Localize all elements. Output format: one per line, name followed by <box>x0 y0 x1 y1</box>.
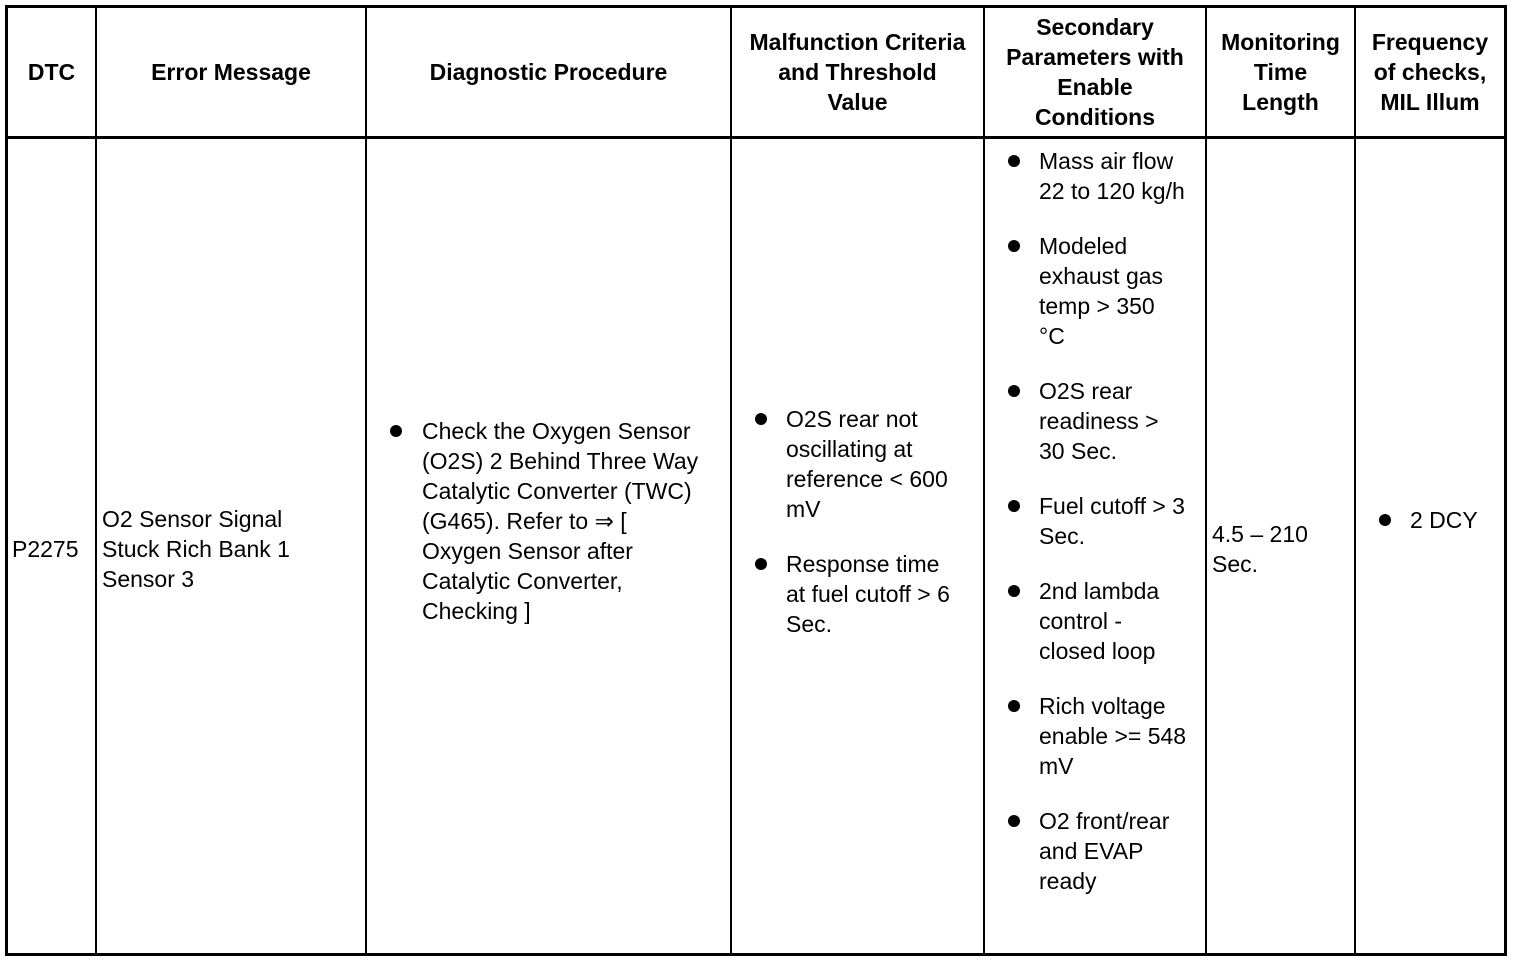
bullet-icon <box>755 558 767 570</box>
column-divider <box>1354 5 1356 956</box>
header-secondary-parameters: Secondary Parameters with Enable Conditions <box>1006 14 1184 130</box>
header-monitoring-time: Monitoring Time Length <box>1221 29 1340 115</box>
diagnostic-procedure-item: Check the Oxygen Sensor (O2S) 2 Behind Three Way Catalytic Converter (TWC) (G465). Refer to ⇒ [ Oxygen Sensor after Catalytic Converter, Checking ] <box>422 418 699 624</box>
bullet-icon <box>1008 815 1020 827</box>
bullet-icon <box>1008 240 1020 252</box>
bullet-icon <box>1379 514 1391 526</box>
bullet-icon <box>1008 385 1020 397</box>
header-malfunction-criteria: Malfunction Criteria and Threshold Value <box>749 29 966 115</box>
secondary-parameter-item: Modeled exhaust gas temp > 350 °C <box>1039 233 1164 349</box>
header-dtc: DTC <box>27 59 76 85</box>
column-divider <box>730 5 732 956</box>
secondary-parameter-item: Mass air flow 22 to 120 kg/h <box>1039 148 1185 204</box>
malfunction-criteria-item: Response time at fuel cutoff > 6 Sec. <box>786 551 950 637</box>
error-message-text: O2 Sensor Signal Stuck Rich Bank 1 Sensor 3 <box>102 506 290 592</box>
column-divider <box>1205 5 1207 956</box>
header-error-message: Error Message <box>151 59 311 85</box>
bullet-icon <box>1008 585 1020 597</box>
frequency-item: 2 DCY <box>1410 507 1478 533</box>
bullet-icon <box>1008 155 1020 167</box>
secondary-parameter-item: 2nd lambda control - closed loop <box>1039 578 1160 664</box>
secondary-parameter-item: Rich voltage enable >= 548 mV <box>1039 693 1187 779</box>
header-diagnostic-procedure: Diagnostic Procedure <box>429 59 668 85</box>
header-frequency: Frequency of checks, MIL Illum <box>1371 29 1489 115</box>
bullet-icon <box>755 413 767 425</box>
dtc-code: P2275 <box>12 536 79 562</box>
column-divider <box>983 5 985 956</box>
column-divider <box>95 5 97 956</box>
secondary-parameter-item: Fuel cutoff > 3 Sec. <box>1039 493 1185 549</box>
bullet-icon <box>1008 500 1020 512</box>
secondary-parameter-item: O2 front/rear and EVAP ready <box>1039 808 1170 894</box>
header-divider <box>5 136 1507 139</box>
monitoring-time-text: 4.5 – 210 Sec. <box>1212 521 1308 577</box>
table-frame <box>5 5 1507 956</box>
column-divider <box>365 5 367 956</box>
bullet-icon <box>1008 700 1020 712</box>
bullet-icon <box>390 425 402 437</box>
malfunction-criteria-item: O2S rear not oscillating at reference < 600 mV <box>786 406 948 522</box>
secondary-parameter-item: O2S rear readiness > 30 Sec. <box>1039 378 1159 464</box>
